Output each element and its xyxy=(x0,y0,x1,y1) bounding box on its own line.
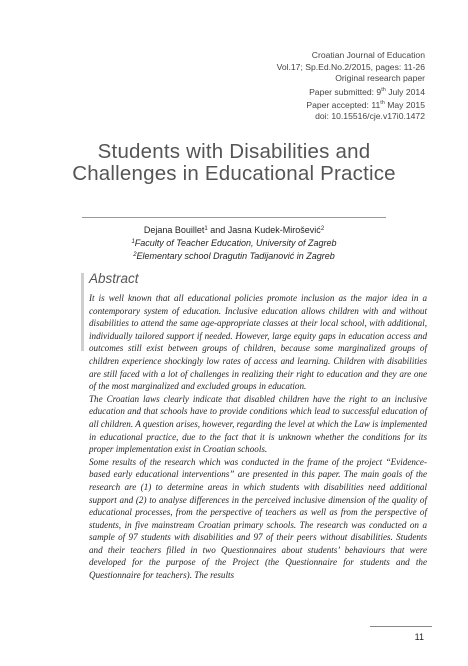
accepted-date: Paper accepted: 11th May 2015 xyxy=(306,99,425,110)
abstract-accent-bar xyxy=(81,273,84,351)
abstract-body xyxy=(89,292,427,582)
affiliation-2: $^2$Elementary school Dragutin Tadijanović in Zagreb xyxy=(133,251,335,261)
abstract-paragraph-3: Some results of the research which was conducted in the frame of the project “Evidence-based early educational interventions” are presented in this paper. The main goals of the research are (1) to determine areas in which students with disabilities need additional support and (2) to analyse differences in the perceived inclusive dimension of the quality of educational processes, from the perspective of teachers as well as from the perspective of students, in five mainstream Croatian primary schools. The research was conducted on a sample of 97 students with disabilities and 97 of their peers without disabilities. Students and their teachers filled in two Questionnaires about students’ behaviours that were developed for the purpose of the Project (the Questionnaire for students and the Questionnaire for teachers). The results xyxy=(89,456,427,581)
submitted-date: Paper submitted: 9th July 2014 xyxy=(309,86,425,97)
abstract-paragraph-1: It is well known that all educational policies promote inclusion as the major idea in a contemporary system of education. Inclusive education allows children with and without disabilities to attend the same age-appropriate classes at their local school, with additional, individually tailored support if needed. However, large equity gaps in education access and outcomes still exist between groups of children, because some marginalized groups of children experience shockingly low rates of access and learning. Children with disabilities are still faced with a lot of challenges in realizing their right to education and they are one of the most marginalized and excluded groups in education. xyxy=(89,293,427,392)
footer-rule xyxy=(370,626,432,627)
abstract-paragraph-2: The Croatian laws clearly indicate that disabled children have the right to an inclusive education and that schools have to provide conditions which lead to successful education of all children. A question arises, however, regarding the level at which the Law is implemented in educational practice, due to the fact that it is unknown whether the conditions for its proper implementation exist in Croatian schools. xyxy=(89,393,427,455)
title-divider xyxy=(82,217,386,218)
journal-name: Croatian Journal of Education xyxy=(311,50,425,60)
affiliation-1: $^1$Faculty of Teacher Education, University of Zagreb xyxy=(131,238,337,248)
paper-title: Students with Disabilities and Challenges in Educational Practice xyxy=(72,140,396,185)
author-1: Dejana Bouillet xyxy=(143,225,205,235)
author-names: Dejana Bouillet$^1$ and Jasna Kudek-Mirošević$^2$ xyxy=(143,225,325,235)
author-2: Jasna Kudek-Mirošević xyxy=(227,225,321,235)
page-number: 11 xyxy=(414,632,424,642)
abstract-heading: Abstract xyxy=(89,271,139,286)
paper-type: Original research paper xyxy=(335,73,425,83)
doi: doi: 10.15516/cje.v17i0.1472 xyxy=(315,111,425,122)
journal-volume: Vol.17; Sp.Ed.No.2/2015, pages: 11-26 xyxy=(276,61,425,72)
journal-metadata xyxy=(277,50,425,123)
author-block xyxy=(60,223,408,262)
